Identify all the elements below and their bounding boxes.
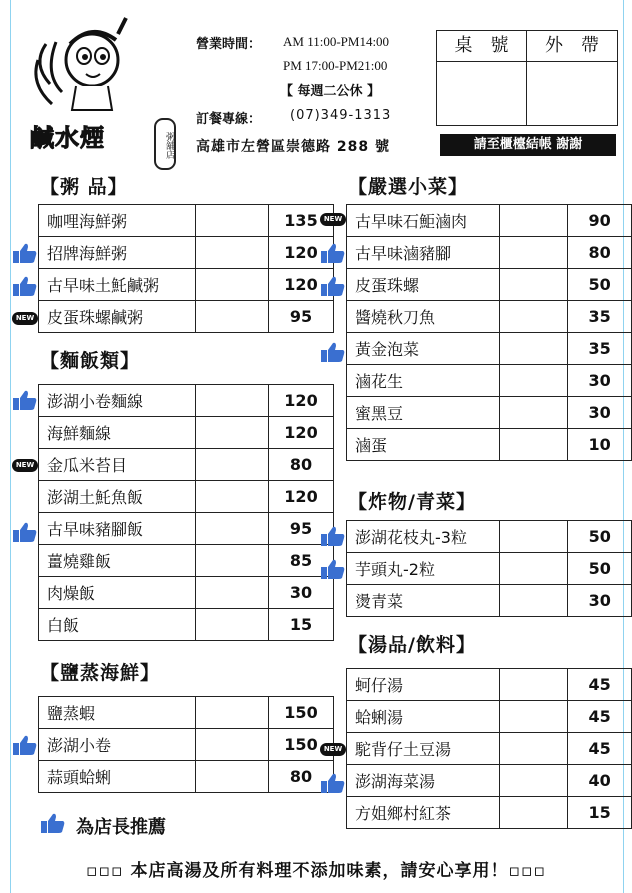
item-price: 90 [568,205,632,237]
item-name: 澎湖海菜湯 [347,765,500,797]
item-price: 45 [568,701,632,733]
menu-table-fried [346,520,632,617]
item-name: 蒜頭蛤蜊 [39,761,196,793]
menu-row [347,397,632,429]
menu-row [39,237,334,269]
table-number-label: 桌 號 [437,31,527,62]
item-price: 120 [269,237,334,269]
item-price: 30 [568,397,632,429]
hours-label: 營業時間： [196,37,262,52]
blank-cell [196,269,269,301]
item-price: 15 [568,797,632,829]
blank-cell [499,765,568,797]
blank-cell [499,237,568,269]
blank-cell [196,417,269,449]
item-price: 10 [568,429,632,461]
item-price: 80 [568,237,632,269]
item-name: 澎湖土魠魚飯 [39,481,196,513]
takeout-label: 外 帶 [527,31,617,62]
section-title-fried: 【炸物/青菜】 [348,491,476,513]
section-title-soups: 【湯品/飲料】 [348,634,476,656]
blank-cell [499,669,568,701]
item-name: 皮蛋珠螺鹹粥 [39,301,196,333]
blank-cell [196,697,269,729]
item-name: 蛤蜊湯 [347,701,500,733]
blank-cell [196,385,269,417]
legend-text: 為店長推薦 [76,817,166,838]
item-name: 蚵仔湯 [347,669,500,701]
menu-row [39,761,334,793]
item-price: 120 [269,417,334,449]
menu-row [39,449,334,481]
menu-row [39,513,334,545]
thumbs-up-icon [40,812,66,834]
item-price: 50 [568,553,632,585]
item-name: 滷花生 [347,365,500,397]
item-price: 150 [269,697,334,729]
item-price: 35 [568,301,632,333]
item-price: 95 [269,301,334,333]
item-name: 澎湖花枝丸-3粒 [347,521,500,553]
blank-cell [499,429,568,461]
menu-row [347,585,632,617]
item-name: 皮蛋珠螺 [347,269,500,301]
logo-subtitle: 粥舖店 [154,118,176,170]
item-name: 黃金泡菜 [347,333,500,365]
blank-cell [499,521,568,553]
menu-table-porridge [38,204,334,333]
menu-row [39,697,334,729]
item-price: 45 [568,669,632,701]
blank-cell [499,205,568,237]
blank-cell [196,609,269,641]
thumbs-up-icon [320,341,346,363]
blank-cell [196,577,269,609]
blank-cell [499,269,568,301]
order-type-box [436,30,618,126]
hours-2: PM 17:00-PM21:00 [283,58,388,73]
blank-cell [499,733,568,765]
blank-cell [196,481,269,513]
menu-row [39,385,334,417]
item-name: 醬燒秋刀魚 [347,301,500,333]
mascot-icon [26,14,136,118]
menu-row [347,669,632,701]
item-name: 古早味豬腳飯 [39,513,196,545]
menu-table-sides [346,204,632,461]
item-name: 鹽蒸蝦 [39,697,196,729]
menu-row [39,481,334,513]
menu-row [347,701,632,733]
item-name: 咖哩海鮮粥 [39,205,196,237]
item-name: 古早味石鮔滷肉 [347,205,500,237]
blank-cell [499,397,568,429]
menu-row [347,237,632,269]
item-name: 蜜黑豆 [347,397,500,429]
item-price: 15 [269,609,334,641]
blank-cell [196,449,269,481]
item-name: 招牌海鮮粥 [39,237,196,269]
blank-cell [499,797,568,829]
menu-row [347,429,632,461]
menu-row [347,797,632,829]
blank-cell [196,729,269,761]
menu-row [39,609,334,641]
blank-cell [499,365,568,397]
item-price: 45 [568,733,632,765]
item-name: 滷蛋 [347,429,500,461]
new-badge-icon: NEW [12,459,38,472]
thumbs-up-icon [12,521,38,543]
phone-label: 訂餐專線： [196,112,262,127]
pay-note: 請至櫃檯結帳 謝謝 [440,134,616,156]
new-badge-icon: NEW [12,312,38,325]
item-price: 80 [269,449,334,481]
blank-cell [499,553,568,585]
section-title-porridge: 【粥 品】 [40,176,128,198]
menu-row [39,577,334,609]
item-name: 薑燒雞飯 [39,545,196,577]
item-name: 古早味土魠鹹粥 [39,269,196,301]
item-price: 35 [568,333,632,365]
item-price: 30 [568,585,632,617]
item-name: 古早味滷豬腳 [347,237,500,269]
blank-cell [499,301,568,333]
section-title-salted: 【鹽蒸海鮮】 [40,662,161,684]
new-badge-icon: NEW [320,743,346,756]
thumbs-up-icon [320,772,346,794]
item-price: 85 [269,545,334,577]
item-price: 120 [269,269,334,301]
blank-cell [499,333,568,365]
blank-cell [499,585,568,617]
blank-cell [196,301,269,333]
thumbs-up-icon [320,525,346,547]
item-name: 燙青菜 [347,585,500,617]
menu-row [39,417,334,449]
thumbs-up-icon [12,389,38,411]
menu-row [347,333,632,365]
footer-note: ▫▫▫ 本店高湯及所有料理不添加味素，請安心享用！▫▫▫ [85,861,547,881]
blank-cell [196,205,269,237]
thumbs-up-icon [320,275,346,297]
menu-table-noodles [38,384,334,641]
item-name: 海鮮麵線 [39,417,196,449]
thumbs-up-icon [12,242,38,264]
item-price: 95 [269,513,334,545]
address: 高雄市左營區崇德路 288 號 [196,139,390,155]
menu-table-soups [346,668,632,829]
thumbs-up-icon [320,558,346,580]
new-badge-icon: NEW [320,213,346,226]
menu-row [39,545,334,577]
hours-1: AM 11:00-PM14:00 [283,34,390,49]
menu-row [347,365,632,397]
menu-row [39,301,334,333]
item-name: 駝背仔土豆湯 [347,733,500,765]
item-name: 肉燥飯 [39,577,196,609]
item-price: 80 [269,761,334,793]
item-price: 30 [568,365,632,397]
closed-note: 【 每週二公休 】 [280,84,381,99]
item-price: 30 [269,577,334,609]
menu-row [39,269,334,301]
thumbs-up-icon [320,242,346,264]
menu-row [347,301,632,333]
item-name: 芋頭丸-2粒 [347,553,500,585]
menu-row [39,729,334,761]
blank-cell [499,701,568,733]
menu-row [347,521,632,553]
menu-row [347,205,632,237]
item-price: 120 [269,481,334,513]
phone-number: (07)349-1313 [290,108,392,123]
item-price: 150 [269,729,334,761]
item-name: 澎湖小卷麵線 [39,385,196,417]
section-title-sides: 【嚴選小菜】 [348,176,469,198]
blank-cell [196,513,269,545]
item-price: 120 [269,385,334,417]
item-name: 澎湖小卷 [39,729,196,761]
item-price: 50 [568,521,632,553]
thumbs-up-icon [12,275,38,297]
item-name: 白飯 [39,609,196,641]
item-name: 方姐鄉村紅茶 [347,797,500,829]
logo-title: 鹹水煙 [30,124,105,152]
blank-cell [196,545,269,577]
section-title-noodles: 【麵飯類】 [40,350,141,372]
item-price: 135 [269,205,334,237]
thumbs-up-icon [12,734,38,756]
menu-row [347,733,632,765]
menu-row [347,765,632,797]
item-price: 40 [568,765,632,797]
menu-table-salted [38,696,334,793]
menu-row [39,205,334,237]
item-name: 金瓜米苔目 [39,449,196,481]
blank-cell [196,237,269,269]
menu-row [347,269,632,301]
blank-cell [196,761,269,793]
item-price: 50 [568,269,632,301]
menu-row [347,553,632,585]
